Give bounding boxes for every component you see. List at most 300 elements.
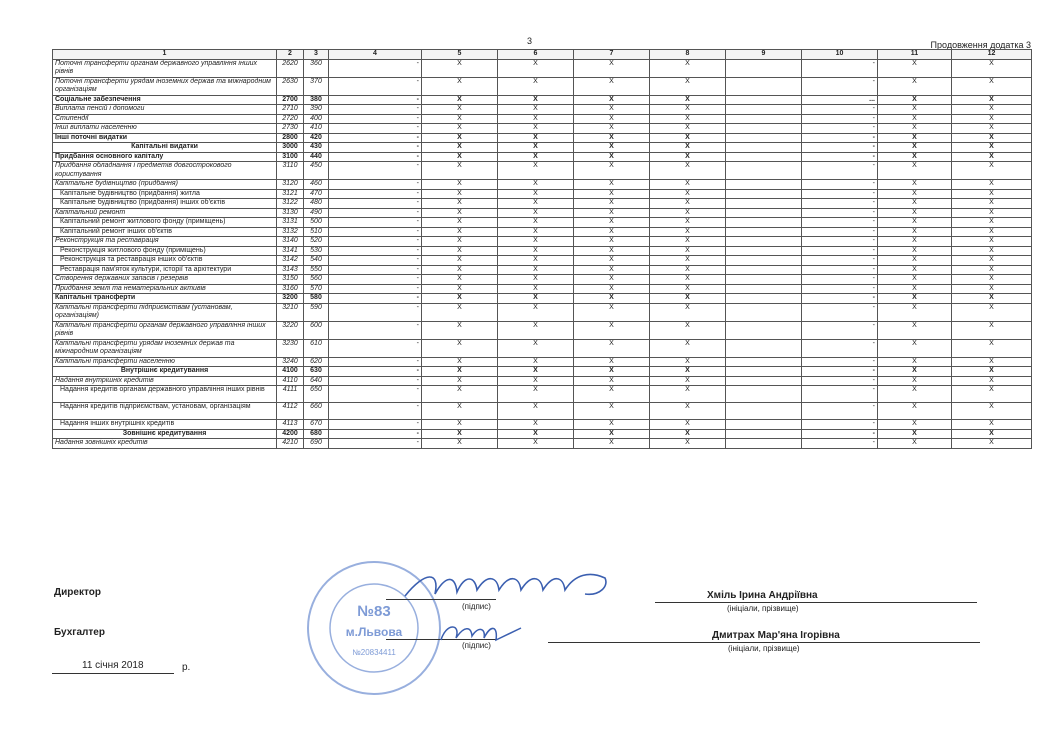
cell-x: X	[422, 429, 498, 439]
cell-x: X	[422, 143, 498, 153]
page-number: 3	[527, 36, 533, 46]
cell-dash: -	[802, 162, 878, 180]
cell-x: X	[498, 403, 574, 420]
row-kekv-code: 3210	[277, 303, 304, 321]
row-name: Внутрішнє кредитування	[53, 367, 277, 377]
table-row	[53, 152, 1032, 162]
cell-dash: -	[329, 265, 422, 275]
cell-x: X	[952, 256, 1032, 266]
cell-x: X	[952, 376, 1032, 386]
cell-x: X	[574, 227, 650, 237]
row-kekv-code: 3160	[277, 284, 304, 294]
row-kekv-code: 3120	[277, 180, 304, 190]
cell-x: X	[650, 265, 726, 275]
cell-x: X	[650, 180, 726, 190]
cell-x: X	[878, 294, 952, 304]
cell-x: X	[574, 429, 650, 439]
cell-dash: -	[329, 208, 422, 218]
cell-x: X	[650, 403, 726, 420]
row-line-code: 590	[304, 303, 329, 321]
cell-x: X	[650, 105, 726, 115]
cell-x: X	[952, 133, 1032, 143]
cell-x: X	[952, 180, 1032, 190]
col-header: 4	[329, 50, 422, 60]
row-line-code: 550	[304, 265, 329, 275]
cell-dash: -	[802, 227, 878, 237]
row-kekv-code: 4100	[277, 367, 304, 377]
cell-dash: -	[329, 357, 422, 367]
cell-empty	[726, 429, 802, 439]
cell-empty	[726, 303, 802, 321]
cell-dash: -	[802, 284, 878, 294]
cell-dash: -	[802, 180, 878, 190]
cell-x: X	[878, 284, 952, 294]
cell-empty	[726, 180, 802, 190]
row-line-code: 490	[304, 208, 329, 218]
cell-dash: -	[329, 429, 422, 439]
accountant-label: Бухгалтер	[54, 627, 105, 638]
cell-x: X	[878, 237, 952, 247]
cell-x: X	[952, 275, 1032, 285]
cell-x: X	[422, 95, 498, 105]
cell-x: X	[952, 420, 1032, 430]
row-name: Надання інших внутрішніх кредитів	[53, 420, 277, 430]
cell-x: X	[422, 59, 498, 77]
row-line-code: 610	[304, 339, 329, 357]
cell-dash: -	[802, 208, 878, 218]
cell-x: X	[574, 284, 650, 294]
cell-empty	[726, 124, 802, 134]
table-row	[53, 218, 1032, 228]
director-name-line	[655, 602, 977, 603]
cell-dash: -	[802, 124, 878, 134]
row-kekv-code: 3141	[277, 246, 304, 256]
cell-x: X	[498, 59, 574, 77]
cell-dash: -	[802, 77, 878, 95]
cell-x: X	[422, 105, 498, 115]
cell-dash: -	[329, 339, 422, 357]
row-kekv-code: 3142	[277, 256, 304, 266]
cell-x: X	[574, 59, 650, 77]
table-row	[53, 439, 1032, 449]
cell-x: X	[878, 367, 952, 377]
cell-x: X	[878, 133, 952, 143]
cell-x: X	[650, 246, 726, 256]
cell-x: X	[422, 246, 498, 256]
table-row	[53, 265, 1032, 275]
cell-x: X	[650, 339, 726, 357]
row-line-code: 430	[304, 143, 329, 153]
cell-x: X	[422, 114, 498, 124]
cell-x: X	[878, 403, 952, 420]
cell-empty	[726, 376, 802, 386]
cell-empty	[726, 77, 802, 95]
cell-empty	[726, 265, 802, 275]
cell-dash: -	[329, 367, 422, 377]
row-kekv-code: 3100	[277, 152, 304, 162]
cell-empty	[726, 143, 802, 153]
row-line-code: 380	[304, 95, 329, 105]
cell-x: X	[498, 124, 574, 134]
cell-x: X	[498, 357, 574, 367]
row-line-code: 600	[304, 321, 329, 339]
cell-dash: -	[802, 386, 878, 403]
cell-x: X	[878, 59, 952, 77]
col-header: 11	[878, 50, 952, 60]
cell-empty	[726, 321, 802, 339]
row-name: Поточні трансферти урядам іноземних держав та міжнародним організаціям	[53, 77, 277, 95]
row-name: Капітальні трансферти урядам іноземних держав та міжнародним організаціям	[53, 339, 277, 357]
row-kekv-code: 3131	[277, 218, 304, 228]
cell-x: X	[952, 284, 1032, 294]
cell-dash: -	[802, 339, 878, 357]
cell-x: X	[498, 265, 574, 275]
cell-x: X	[498, 105, 574, 115]
cell-x: X	[952, 429, 1032, 439]
cell-dash: -	[802, 275, 878, 285]
row-kekv-code: 3230	[277, 339, 304, 357]
table-row	[53, 357, 1032, 367]
row-kekv-code: 2720	[277, 114, 304, 124]
row-line-code: 570	[304, 284, 329, 294]
cell-x: X	[952, 77, 1032, 95]
cell-x: X	[574, 143, 650, 153]
cell-x: X	[650, 59, 726, 77]
cell-empty	[726, 246, 802, 256]
cell-x: X	[878, 321, 952, 339]
cell-dash: -	[802, 367, 878, 377]
table-row	[53, 256, 1032, 266]
cell-dash: -	[802, 303, 878, 321]
report-table	[52, 49, 1032, 449]
cell-x: X	[952, 367, 1032, 377]
cell-x: X	[422, 189, 498, 199]
cell-x: X	[574, 420, 650, 430]
cell-empty	[726, 227, 802, 237]
director-signature-icon	[395, 566, 625, 606]
date-line	[52, 673, 174, 674]
row-name: Капітальний ремонт житлового фонду (приміщень)	[53, 218, 277, 228]
row-name: Стипендії	[53, 114, 277, 124]
cell-x: X	[952, 199, 1032, 209]
cell-x: X	[952, 357, 1032, 367]
cell-x: X	[498, 386, 574, 403]
row-name: Зовнішнє кредитування	[53, 429, 277, 439]
cell-x: X	[422, 275, 498, 285]
cell-x: X	[574, 124, 650, 134]
row-kekv-code: 4110	[277, 376, 304, 386]
stamp-city: м.Львова	[345, 625, 403, 639]
cell-x: X	[574, 208, 650, 218]
cell-dash: -	[802, 357, 878, 367]
cell-x: X	[498, 180, 574, 190]
cell-x: X	[952, 439, 1032, 449]
cell-x: X	[574, 294, 650, 304]
table-row	[53, 321, 1032, 339]
cell-x: X	[498, 162, 574, 180]
cell-dash: -	[329, 294, 422, 304]
cell-empty	[726, 275, 802, 285]
row-name: Капітальне будівництво (придбання) житла	[53, 189, 277, 199]
cell-x: X	[498, 275, 574, 285]
cell-x: X	[952, 339, 1032, 357]
cell-x: X	[650, 367, 726, 377]
row-name: Капітальне будівництво (придбання) інших об'єктів	[53, 199, 277, 209]
row-kekv-code: 3220	[277, 321, 304, 339]
cell-x: X	[650, 386, 726, 403]
cell-x: X	[498, 133, 574, 143]
row-kekv-code: 2620	[277, 59, 304, 77]
row-name: Придбання основного капіталу	[53, 152, 277, 162]
cell-empty	[726, 357, 802, 367]
cell-dash: -	[802, 189, 878, 199]
cell-x: X	[952, 105, 1032, 115]
cell-x: X	[650, 152, 726, 162]
row-name: Поточні трансферти органам державного управління інших рівнів	[53, 59, 277, 77]
cell-x: X	[498, 246, 574, 256]
table-row	[53, 339, 1032, 357]
cell-x: X	[952, 218, 1032, 228]
cell-x: X	[498, 339, 574, 357]
cell-x: X	[650, 256, 726, 266]
row-name: Надання зовнішніх кредитів	[53, 439, 277, 449]
cell-dash: -	[802, 321, 878, 339]
cell-x: X	[422, 376, 498, 386]
cell-x: X	[650, 429, 726, 439]
cell-x: X	[952, 403, 1032, 420]
cell-x: X	[650, 218, 726, 228]
row-line-code: 520	[304, 237, 329, 247]
row-kekv-code: 3143	[277, 265, 304, 275]
row-name: Капітальний ремонт	[53, 208, 277, 218]
cell-x: X	[952, 162, 1032, 180]
cell-x: X	[878, 420, 952, 430]
cell-x: X	[422, 152, 498, 162]
row-kekv-code: 2800	[277, 133, 304, 143]
table-row	[53, 429, 1032, 439]
row-name: Надання кредитів органам державного управління інших рівнів	[53, 386, 277, 403]
cell-x: X	[498, 227, 574, 237]
table-row	[53, 420, 1032, 430]
row-line-code: 580	[304, 294, 329, 304]
col-header: 1	[53, 50, 277, 60]
table-row	[53, 275, 1032, 285]
cell-dash: -	[802, 265, 878, 275]
cell-dash: -	[802, 376, 878, 386]
row-line-code: 460	[304, 180, 329, 190]
table-row	[53, 59, 1032, 77]
cell-x: X	[574, 339, 650, 357]
row-kekv-code: 4113	[277, 420, 304, 430]
cell-x: X	[498, 439, 574, 449]
row-name: Капітальні трансферти підприємствам (установам, організаціям)	[53, 303, 277, 321]
cell-x: X	[498, 303, 574, 321]
table-row	[53, 114, 1032, 124]
cell-dash: -	[329, 403, 422, 420]
row-kekv-code: 3150	[277, 275, 304, 285]
row-name: Капітальні трансферти	[53, 294, 277, 304]
cell-x: X	[952, 265, 1032, 275]
row-line-code: 630	[304, 367, 329, 377]
cell-x: X	[878, 439, 952, 449]
stamp-code: №20834411	[352, 648, 396, 657]
row-name: Реконструкція та реставрація	[53, 237, 277, 247]
cell-x: X	[498, 321, 574, 339]
cell-x: X	[650, 199, 726, 209]
cell-x: X	[422, 339, 498, 357]
cell-x: X	[878, 152, 952, 162]
cell-x: X	[498, 429, 574, 439]
cell-empty	[726, 294, 802, 304]
cell-x: X	[574, 105, 650, 115]
col-header: 7	[574, 50, 650, 60]
row-kekv-code: 3000	[277, 143, 304, 153]
row-line-code: 540	[304, 256, 329, 266]
cell-empty	[726, 218, 802, 228]
cell-x: X	[422, 420, 498, 430]
row-name: Реставрація пам'яток культури, історії та архітектури	[53, 265, 277, 275]
cell-x: X	[574, 321, 650, 339]
row-kekv-code: 3140	[277, 237, 304, 247]
cell-x: X	[498, 218, 574, 228]
col-header: 5	[422, 50, 498, 60]
cell-empty	[726, 152, 802, 162]
cell-empty	[726, 367, 802, 377]
row-kekv-code: 4112	[277, 403, 304, 420]
col-header: 10	[802, 50, 878, 60]
row-kekv-code: 2700	[277, 95, 304, 105]
cell-dash: -	[329, 376, 422, 386]
row-kekv-code: 2730	[277, 124, 304, 134]
cell-x: X	[422, 284, 498, 294]
cell-x: X	[952, 227, 1032, 237]
cell-x: X	[422, 294, 498, 304]
director-signature-line	[386, 599, 496, 600]
row-line-code: 410	[304, 124, 329, 134]
cell-x: X	[574, 180, 650, 190]
cell-empty	[726, 208, 802, 218]
cell-x: X	[498, 189, 574, 199]
cell-dash: -	[329, 152, 422, 162]
cell-x: X	[650, 95, 726, 105]
cell-x: X	[422, 208, 498, 218]
cell-x: X	[422, 180, 498, 190]
cell-empty	[726, 386, 802, 403]
column-number-row	[53, 50, 1032, 60]
cell-x: X	[650, 77, 726, 95]
cell-dash: -	[329, 275, 422, 285]
cell-dash: -	[802, 143, 878, 153]
row-name: Виплата пенсій і допомоги	[53, 105, 277, 115]
row-kekv-code: 3121	[277, 189, 304, 199]
cell-dash: -	[802, 256, 878, 266]
accountant-name: Дмитрах Мар'яна Ігорівна	[712, 630, 840, 641]
cell-x: X	[574, 367, 650, 377]
row-line-code: 680	[304, 429, 329, 439]
cell-x: X	[574, 189, 650, 199]
continuation-label: Продовження додатка 3	[930, 40, 1031, 50]
row-line-code: 530	[304, 246, 329, 256]
cell-empty	[726, 105, 802, 115]
row-kekv-code: 4200	[277, 429, 304, 439]
cell-x: X	[650, 275, 726, 285]
row-name: Капітальні трансферти органам державного управління інших рівнів	[53, 321, 277, 339]
row-line-code: 620	[304, 357, 329, 367]
director-name-caption: (ініціали, прізвище)	[727, 604, 799, 613]
cell-x: X	[574, 133, 650, 143]
cell-dash: -	[329, 246, 422, 256]
cell-dash: -	[802, 114, 878, 124]
cell-x: X	[422, 321, 498, 339]
cell-x: X	[498, 376, 574, 386]
cell-dash: -	[329, 303, 422, 321]
table-row	[53, 199, 1032, 209]
cell-x: X	[878, 218, 952, 228]
row-kekv-code: 4210	[277, 439, 304, 449]
cell-dash: -	[329, 162, 422, 180]
cell-x: X	[878, 162, 952, 180]
cell-x: X	[952, 303, 1032, 321]
cell-x: X	[878, 180, 952, 190]
cell-x: X	[574, 275, 650, 285]
cell-dash: -	[802, 420, 878, 430]
row-kekv-code: 3122	[277, 199, 304, 209]
cell-dash: -	[802, 59, 878, 77]
table-row	[53, 189, 1032, 199]
accountant-signature-line	[386, 639, 496, 640]
cell-x: X	[650, 162, 726, 180]
table-row	[53, 403, 1032, 420]
accountant-signature-caption: (підпис)	[462, 641, 491, 650]
date-suffix: р.	[182, 662, 191, 673]
cell-x: X	[422, 162, 498, 180]
cell-x: X	[574, 95, 650, 105]
cell-x: X	[422, 367, 498, 377]
table-row	[53, 105, 1032, 115]
cell-x: X	[422, 199, 498, 209]
cell-empty	[726, 59, 802, 77]
cell-x: X	[422, 227, 498, 237]
row-line-code: 690	[304, 439, 329, 449]
cell-dash: -	[802, 199, 878, 209]
cell-dash: -	[802, 152, 878, 162]
row-line-code: 420	[304, 133, 329, 143]
cell-dash: -	[802, 105, 878, 115]
cell-dash: -	[329, 180, 422, 190]
table-row	[53, 124, 1032, 134]
row-kekv-code: 3132	[277, 227, 304, 237]
row-line-code: 640	[304, 376, 329, 386]
table-row	[53, 303, 1032, 321]
cell-x: X	[878, 77, 952, 95]
table-row	[53, 237, 1032, 247]
row-name: Реконструкція та реставрація інших об'єктів	[53, 256, 277, 266]
cell-x: X	[574, 439, 650, 449]
cell-x: X	[952, 321, 1032, 339]
cell-dash: -	[329, 59, 422, 77]
row-line-code: 360	[304, 59, 329, 77]
cell-empty	[726, 189, 802, 199]
cell-x: X	[574, 152, 650, 162]
director-signature-caption: (підпис)	[462, 602, 491, 611]
cell-x: X	[574, 237, 650, 247]
row-line-code: 660	[304, 403, 329, 420]
row-line-code: 440	[304, 152, 329, 162]
cell-x: X	[422, 439, 498, 449]
table-row	[53, 376, 1032, 386]
cell-dash: -	[802, 294, 878, 304]
row-name: Придбання землі та нематеріальних активів	[53, 284, 277, 294]
